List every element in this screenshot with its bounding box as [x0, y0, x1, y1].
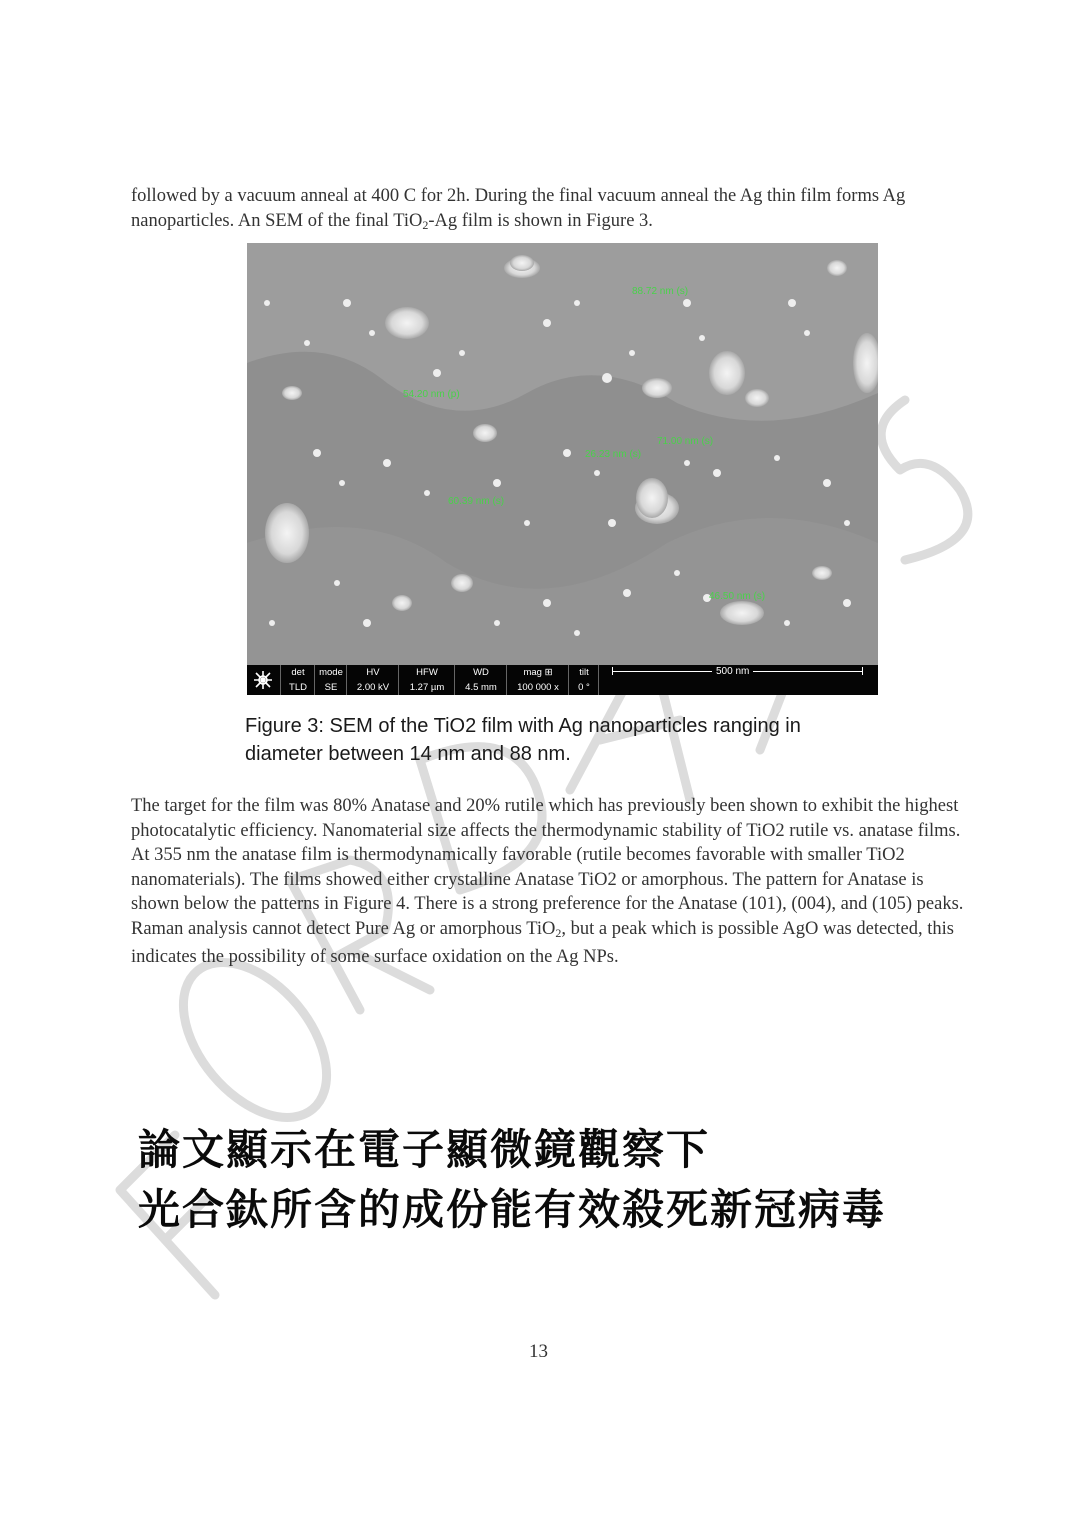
page-number: 13 [529, 1341, 548, 1362]
caption-line: Figure 3: SEM of the TiO2 film with Ag nanoparticles ranging in [245, 715, 801, 737]
sem-micrograph [247, 243, 878, 695]
databar-hfw: HFW 1.27 µm [398, 665, 455, 695]
measurement-label: 60.39 nm (s) [448, 496, 505, 507]
overlay-line: 論文顯示在電子顯微鏡觀察下 [138, 1125, 711, 1174]
measurement-label: 88.72 nm (s) [632, 286, 689, 297]
caption-line: diameter between 14 nm and 88 nm. [245, 743, 571, 765]
databar-tilt: tilt 0 ° [568, 665, 599, 695]
figure-caption [245, 712, 885, 768]
paragraph-results: The target for the film was 80% Anatase and 20% rutile which has previously been shown to exhibit the highest photocatalytic efficiency. Nanomaterial size affects the thermodynamic stability of TiO2 rutile vs. anatase films. At 355 nm the anatase film is thermodynamically favorable (rutile becomes favorable with smaller TiO2 nanomaterials). The films showed either crystalline Anatase TiO2 or amorphous. The pattern for Anatase is shown below the patterns in Figure 4. There is a strong preference for the Anatase (101), (004), and (105) peaks. Raman analysis cannot detect Pure Ag or amorphous TiO$_2$, but a peak which is possible AgO was detected, this indicates the possibility of some surface oxidation on the Ag NPs. [131, 796, 964, 967]
measurement-label: 46.50 nm (s) [709, 591, 766, 602]
databar-mag: mag ⊞ 100 000 x [506, 665, 569, 695]
measurement-label: 26.23 nm (s) [585, 449, 642, 460]
scale-bar-tick [862, 667, 863, 675]
fei-logo-icon [252, 669, 274, 691]
databar-hv: HV 2.00 kV [346, 665, 399, 695]
sem-image-texture [247, 243, 878, 695]
chinese-overlay-text [138, 1120, 1038, 1240]
databar-wd: WD 4.5 mm [454, 665, 507, 695]
databar-mode: mode SE [314, 665, 347, 695]
sem-databar [247, 665, 878, 695]
measurement-label: 54.20 nm (p) [403, 389, 460, 400]
measurement-label: 71.00 nm (s) [657, 436, 714, 447]
paragraph-intro: followed by a vacuum anneal at 400 C for 2h. During the final vacuum anneal the Ag thin film forms Ag nanoparticles. An SEM of the final TiO$_2$-Ag film is shown in Figure 3. [131, 186, 906, 232]
scale-bar-label: 500 nm [712, 665, 753, 679]
overlay-line: 光合鈦所含的成份能有效殺死新冠病毒 [138, 1185, 887, 1234]
databar-det: det TLD [280, 665, 315, 695]
